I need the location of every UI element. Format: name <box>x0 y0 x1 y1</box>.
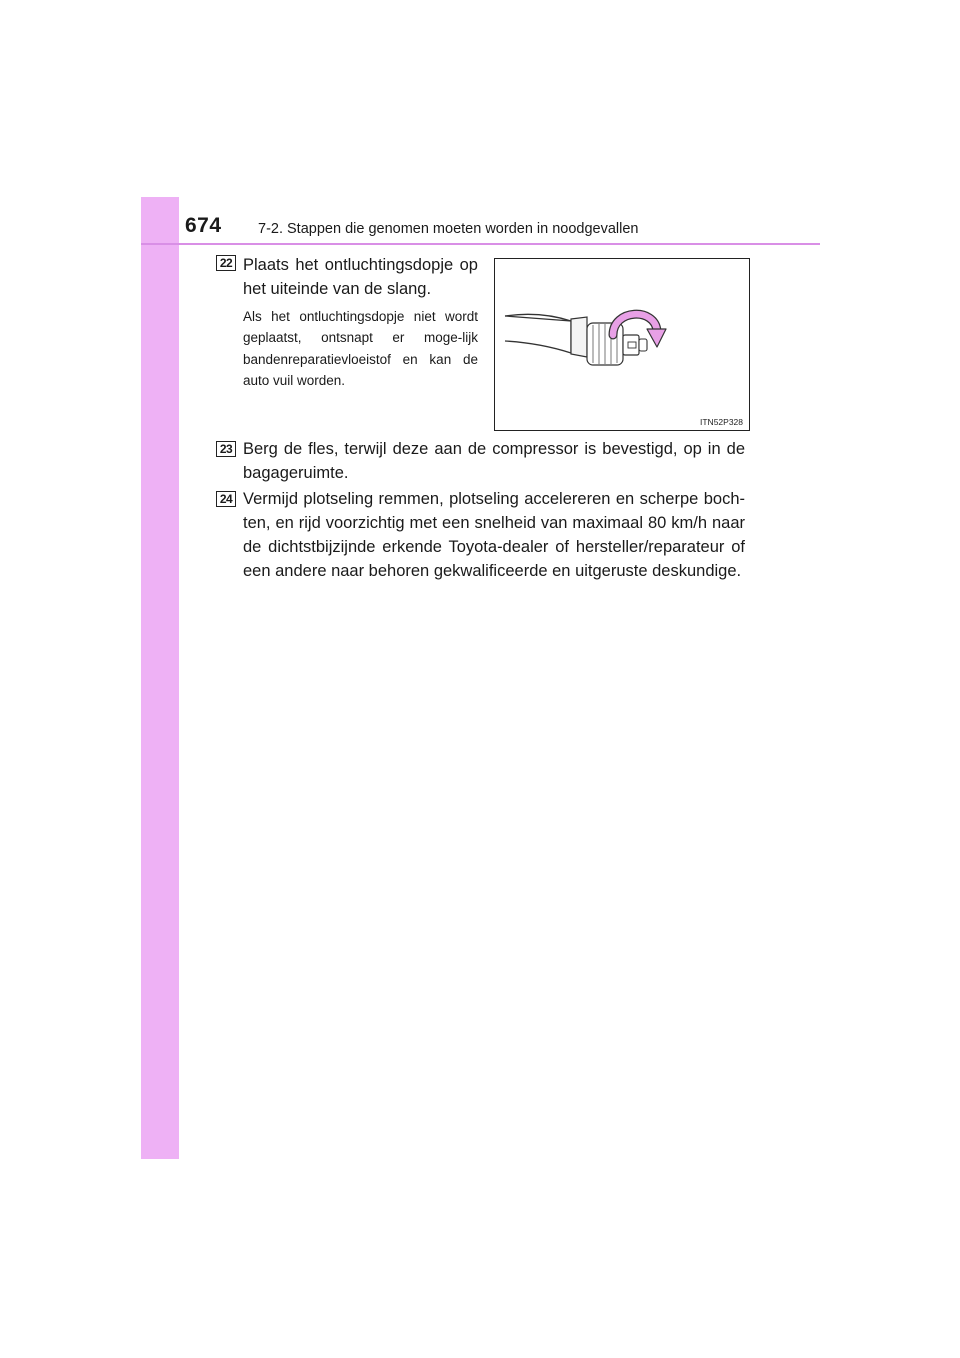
step-text-23: Berg de fles, terwijl deze aan de compressor is bevestigd, op in de bagageruimte. <box>243 440 745 482</box>
hose-cap-drawing <box>495 259 751 432</box>
step-text-22: Plaats het ontluchtingsdopje op het uiteinde van de slang. <box>243 256 478 298</box>
page-number: 674 <box>185 214 222 237</box>
hose-collar <box>571 317 587 357</box>
step-badge-24: 24 <box>216 491 236 507</box>
step-note-22: Als het ontluchtingsdopje niet wordt geplaatst, ontsnapt er moge-lijk bandenreparatievloeistof en kan de auto vuil worden. <box>243 309 478 388</box>
section-title: 7-2. Stappen die genomen moeten worden in noodgevallen <box>258 221 639 237</box>
header-rule <box>141 243 820 245</box>
step-badge-23: 23 <box>216 441 236 457</box>
side-tab-band <box>141 197 179 1159</box>
illustration-hose-cap <box>494 258 750 431</box>
step-badge-22: 22 <box>216 255 236 271</box>
rotation-arrow-head <box>647 329 666 347</box>
figure-code: ITN52P328 <box>700 417 743 427</box>
step-text-24: Vermijd plotseling remmen, plotseling accelereren en scherpe boch-ten, en rijd voorzichtig met een snelheid van maximaal 80 km/h naar de dichtstbijzijnde erkende Toyota-dealer of hersteller/reparateur of een andere naar behoren gekwalificeerde en uitgeruste deskundige. <box>243 490 745 580</box>
